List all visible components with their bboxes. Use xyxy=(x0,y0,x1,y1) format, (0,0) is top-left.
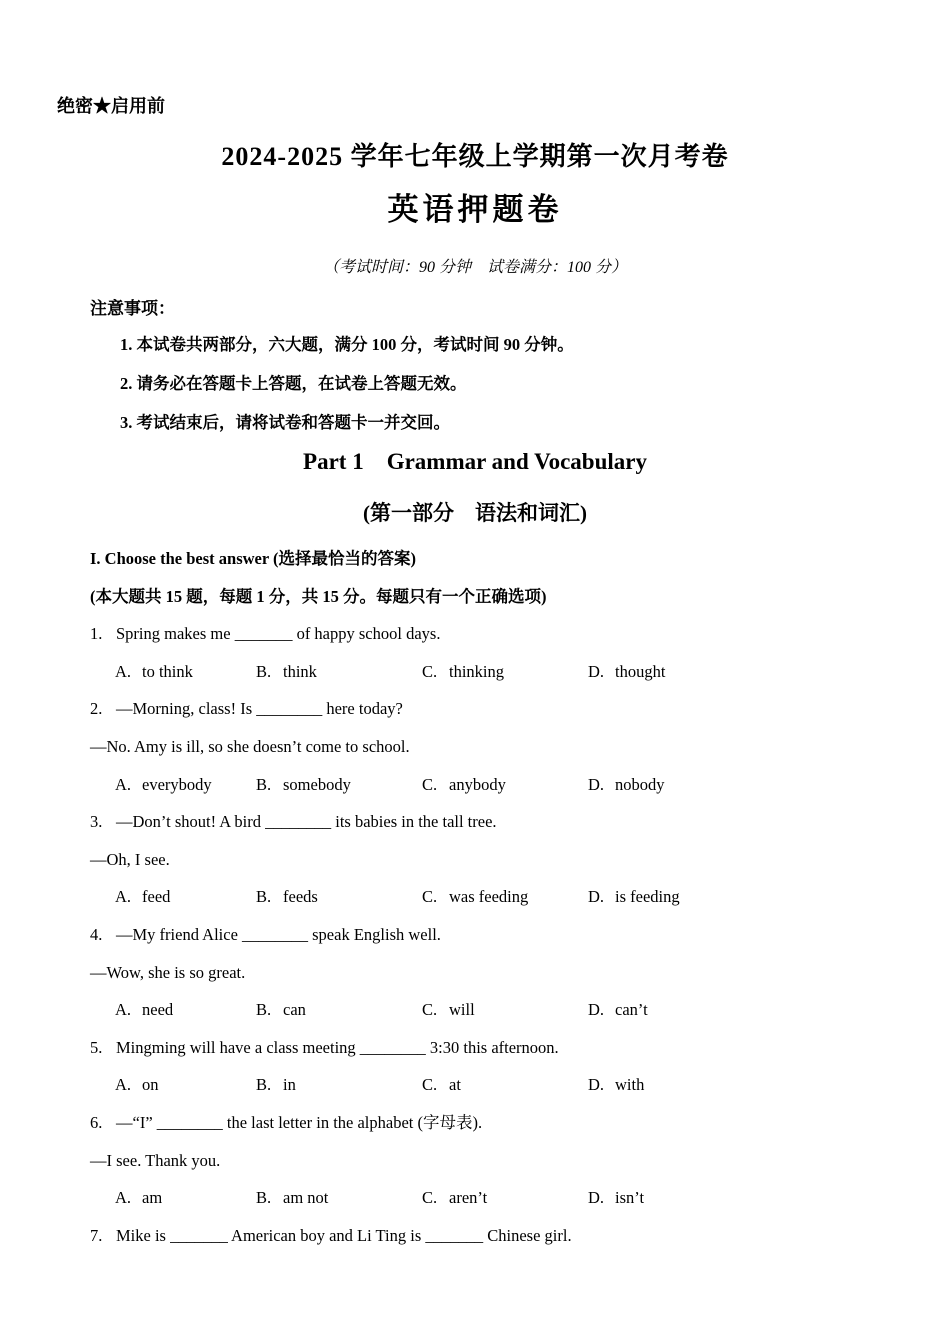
option-letter: A. xyxy=(115,887,132,907)
option-d xyxy=(588,991,648,1029)
option-value: feed xyxy=(142,887,171,907)
option-c xyxy=(422,1179,487,1217)
option-value: aren’t xyxy=(449,1188,488,1208)
option-letter: D. xyxy=(588,887,605,907)
option-value: am xyxy=(142,1188,163,1208)
option-a xyxy=(115,653,193,691)
options-row xyxy=(90,1179,900,1217)
option-a xyxy=(115,1179,162,1217)
option-letter: C. xyxy=(422,661,438,681)
question-number: 1. xyxy=(90,624,103,644)
question-text: —Oh, I see. xyxy=(90,849,170,869)
option-value: at xyxy=(449,1075,461,1095)
option-letter: D. xyxy=(588,1188,605,1208)
question-text: —Wow, she is so great. xyxy=(90,962,246,982)
question-continuation xyxy=(90,1142,900,1180)
option-c xyxy=(422,766,506,804)
question-line xyxy=(90,690,900,728)
options-row xyxy=(90,878,900,916)
option-value: feeds xyxy=(283,887,318,907)
option-d xyxy=(588,878,680,916)
option-d xyxy=(588,766,665,804)
option-b xyxy=(256,766,351,804)
question-continuation xyxy=(90,841,900,879)
notice-item-2: 2. 请务必在答题卡上答题，在试卷上答题无效。 xyxy=(120,374,467,393)
notice-item-3: 3. 考试结束后，请将试卷和答题卡一并交回。 xyxy=(120,413,450,432)
option-letter: C. xyxy=(422,774,438,794)
option-value: in xyxy=(283,1075,296,1095)
option-value: nobody xyxy=(615,774,665,794)
option-value: is feeding xyxy=(615,887,680,907)
question-line xyxy=(90,916,900,954)
option-letter: C. xyxy=(422,1188,438,1208)
question-text: —“I” ________ the last letter in the alphabet (字母表). xyxy=(116,1112,483,1132)
option-letter: D. xyxy=(588,1000,605,1020)
option-letter: B. xyxy=(256,774,272,794)
question-number: 4. xyxy=(90,924,103,944)
option-value: on xyxy=(142,1075,159,1095)
option-letter: C. xyxy=(422,1000,438,1020)
question-text: Mingming will have a class meeting ________ 3:30 this afternoon. xyxy=(116,1037,559,1057)
question-continuation xyxy=(90,728,900,766)
question-continuation xyxy=(90,954,900,992)
option-letter: A. xyxy=(115,774,132,794)
question-line xyxy=(90,1104,900,1142)
section-title: I. Choose the best answer (选择最恰当的答案) xyxy=(90,549,417,568)
question-text: Mike is _______ American boy and Li Ting is _______ Chinese girl. xyxy=(116,1225,572,1245)
option-value: anybody xyxy=(449,774,506,794)
option-c xyxy=(422,878,528,916)
option-letter: D. xyxy=(588,661,605,681)
exam-subtitle: 英语押题卷 xyxy=(387,192,563,227)
option-value: was feeding xyxy=(449,887,529,907)
option-letter: A. xyxy=(115,1188,132,1208)
question-number: 6. xyxy=(90,1112,103,1132)
part-title-chinese: (第一部分 语法和词汇) xyxy=(363,501,587,525)
option-c xyxy=(422,991,475,1029)
option-d xyxy=(588,1179,644,1217)
question-number: 2. xyxy=(90,699,103,719)
option-value: thought xyxy=(615,661,666,681)
option-letter: C. xyxy=(422,887,438,907)
question-text: —Morning, class! Is ________ here today? xyxy=(116,699,403,719)
option-letter: D. xyxy=(588,1075,605,1095)
option-value: am not xyxy=(283,1188,329,1208)
question-text: —I see. Thank you. xyxy=(90,1150,221,1170)
option-value: with xyxy=(615,1075,645,1095)
option-letter: A. xyxy=(115,1000,132,1020)
option-value: everybody xyxy=(142,774,212,794)
option-value: thinking xyxy=(449,661,505,681)
options-row xyxy=(90,653,900,691)
question-line xyxy=(90,803,900,841)
question-line xyxy=(90,615,900,653)
question-area xyxy=(0,540,950,1254)
options-row xyxy=(90,1066,900,1104)
notice-title: 注意事项： xyxy=(90,299,175,318)
option-a xyxy=(115,991,173,1029)
option-a xyxy=(115,766,212,804)
question-text: Spring makes me _______ of happy school days. xyxy=(116,624,441,644)
option-letter: B. xyxy=(256,1075,272,1095)
option-letter: D. xyxy=(588,774,605,794)
option-b xyxy=(256,991,306,1029)
option-value: can xyxy=(283,1000,306,1020)
notice-item-1: 1. 本试卷共两部分，六大题，满分 100 分，考试时间 90 分钟。 xyxy=(120,335,574,354)
options-row xyxy=(90,766,900,804)
question-number: 5. xyxy=(90,1037,103,1057)
option-letter: A. xyxy=(115,1075,132,1095)
option-value: isn’t xyxy=(615,1188,645,1208)
question-number: 7. xyxy=(90,1225,103,1245)
option-value: think xyxy=(283,661,317,681)
option-value: will xyxy=(449,1000,475,1020)
option-letter: C. xyxy=(422,1075,438,1095)
section-note: (本大题共 15 题，每题 1 分，共 15 分。每题只有一个正确选项) xyxy=(90,586,547,606)
secrecy-label: 绝密★启用前 xyxy=(57,96,165,116)
option-a xyxy=(115,878,170,916)
option-value: to think xyxy=(142,661,193,681)
option-c xyxy=(422,653,504,691)
option-b xyxy=(256,878,318,916)
option-letter: B. xyxy=(256,887,272,907)
question-text: —My friend Alice ________ speak English well. xyxy=(116,924,441,944)
option-letter: A. xyxy=(115,661,132,681)
question-line xyxy=(90,1029,900,1067)
option-b xyxy=(256,653,317,691)
option-letter: B. xyxy=(256,661,272,681)
question-text: —Don’t shout! A bird ________ its babies in the tall tree. xyxy=(116,812,497,832)
option-d xyxy=(588,653,665,691)
question-number: 3. xyxy=(90,812,103,832)
options-row xyxy=(90,991,900,1029)
option-letter: B. xyxy=(256,1000,272,1020)
option-value: need xyxy=(142,1000,174,1020)
option-value: somebody xyxy=(283,774,351,794)
option-letter: B. xyxy=(256,1188,272,1208)
option-value: can’t xyxy=(615,1000,648,1020)
option-b xyxy=(256,1066,296,1104)
option-b xyxy=(256,1179,328,1217)
option-c xyxy=(422,1066,461,1104)
question-line xyxy=(90,1217,900,1255)
part-title-english: Part 1 Grammar and Vocabulary xyxy=(303,449,647,474)
question-text: —No. Amy is ill, so she doesn’t come to school. xyxy=(90,736,410,756)
option-d xyxy=(588,1066,644,1104)
exam-info-line: （考试时间：90 分钟 试卷满分：100 分） xyxy=(322,259,627,276)
exam-title: 2024-2025 学年七年级上学期第一次月考卷 xyxy=(221,142,729,171)
option-a xyxy=(115,1066,159,1104)
